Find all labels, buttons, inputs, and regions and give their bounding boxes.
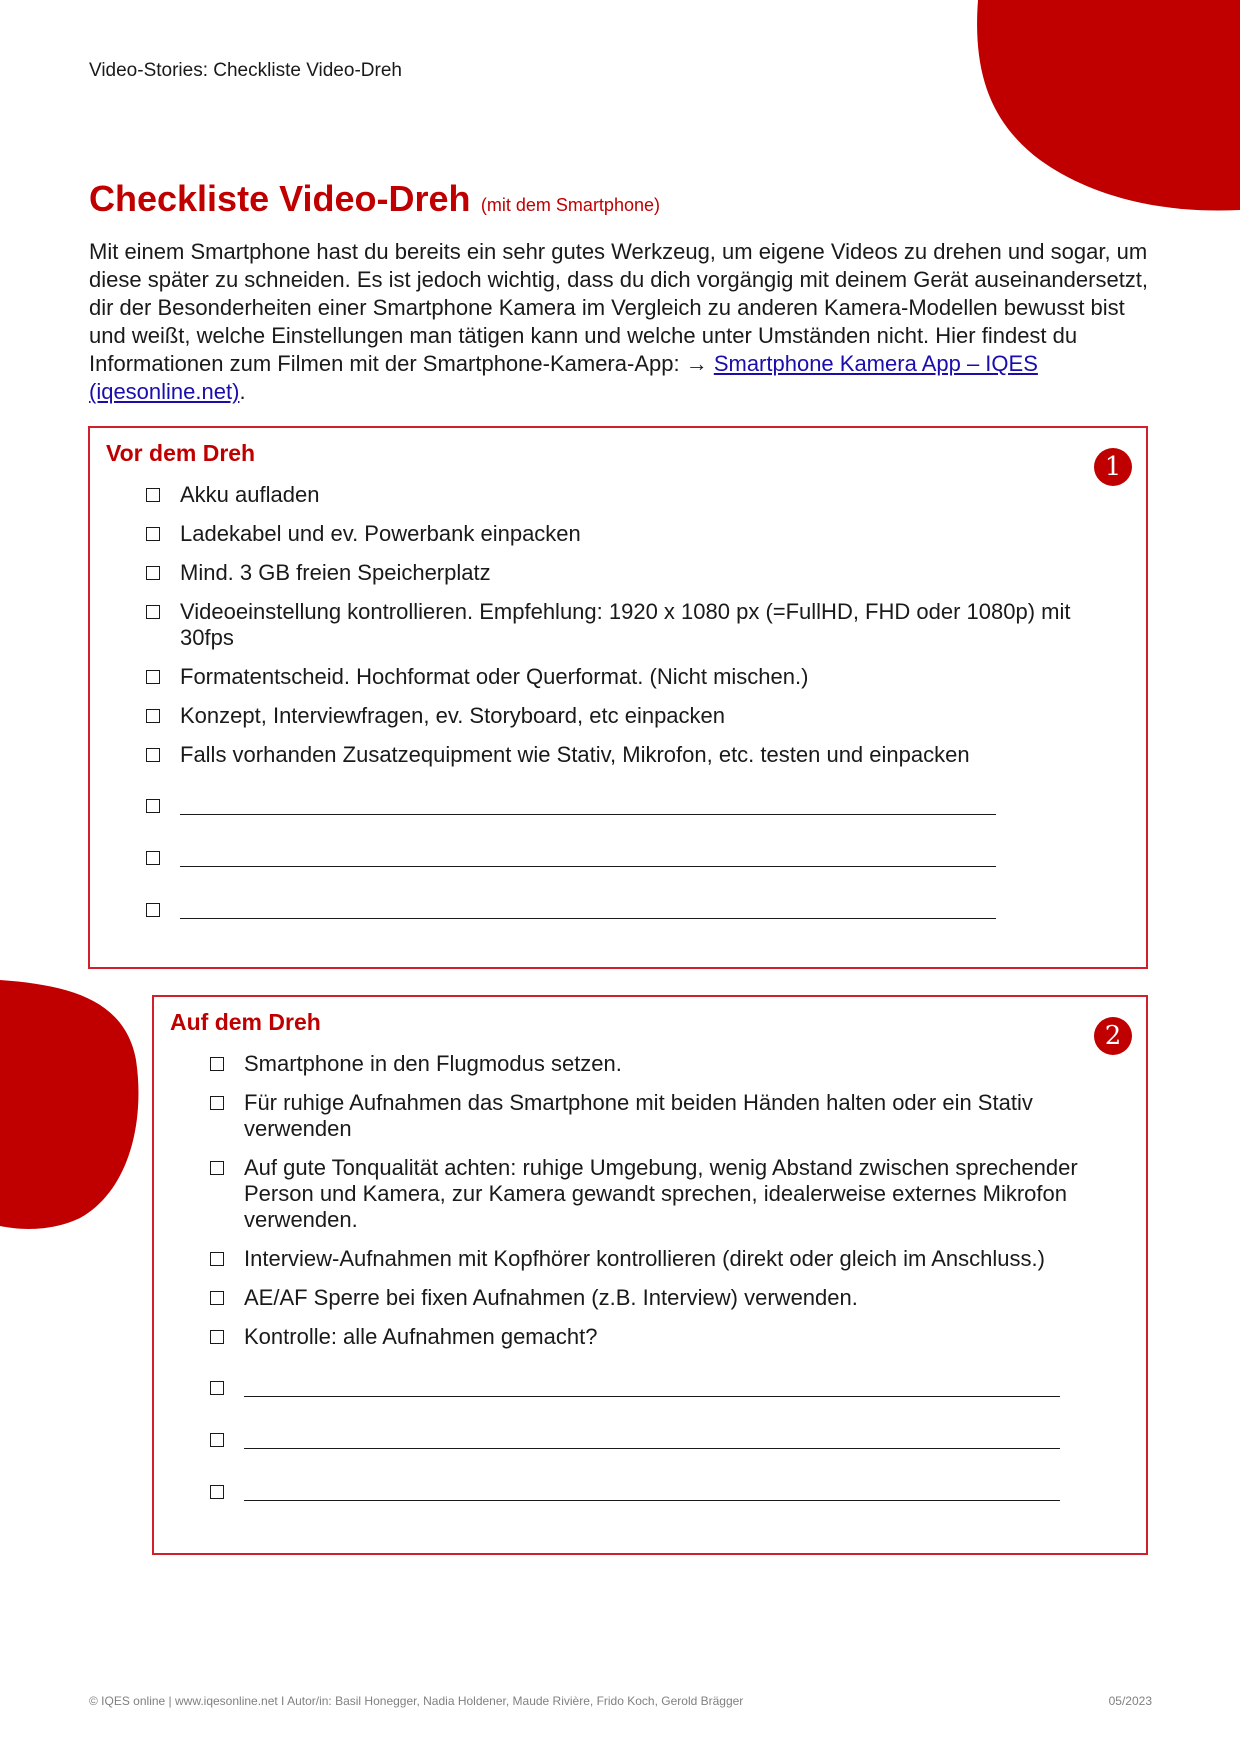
blank-checklist-item: [210, 1370, 1116, 1422]
checklist-item: [210, 1090, 1116, 1142]
decorative-red-blob-left: [0, 980, 140, 1230]
checkbox[interactable]: [146, 670, 160, 684]
checkbox[interactable]: [210, 1161, 224, 1175]
checkbox[interactable]: [146, 527, 160, 541]
checklist-item-text: Für ruhige Aufnahmen das Smartphone mit beiden Händen halten oder ein Stativ verwenden: [244, 1090, 1033, 1141]
checkbox[interactable]: [210, 1381, 224, 1395]
checklist-item-text: Akku aufladen: [180, 482, 320, 507]
checklist-item-text: Auf gute Tonqualität achten: ruhige Umgebung, wenig Abstand zwischen sprechender Person und Kamera, zur Kamera gewandt sprechen, idealerweise externes Mikrofon verwenden.: [244, 1155, 1078, 1232]
checkbox[interactable]: [210, 1330, 224, 1344]
checkbox[interactable]: [210, 1433, 224, 1447]
checklist-item: [146, 521, 1116, 547]
checklist-item-text: Ladekabel und ev. Powerbank einpacken: [180, 521, 581, 546]
checklist-item-text: Videoeinstellung kontrollieren. Empfehlung: 1920 x 1080 px (=FullHD, FHD oder 1080p) mit 30fps: [180, 599, 1071, 650]
checklist: [146, 482, 1116, 944]
checklist-item-text: Mind. 3 GB freien Speicherplatz: [180, 560, 491, 585]
section-title: Auf dem Dreh: [170, 1009, 321, 1035]
number-badge-icon: 1: [1094, 448, 1132, 486]
checklist-item-text: Kontrolle: alle Aufnahmen gemacht?: [244, 1324, 598, 1349]
checkbox[interactable]: [146, 903, 160, 917]
checklist-item-text: Formatentscheid. Hochformat oder Querformat. (Nicht mischen.): [180, 664, 809, 689]
intro-end: .: [239, 379, 246, 404]
checklist-item: [210, 1246, 1116, 1272]
section-auf-dem-dreh: [152, 995, 1148, 1555]
checkbox[interactable]: [146, 488, 160, 502]
blank-line-input[interactable]: [180, 892, 996, 919]
blank-checklist-item: [210, 1474, 1116, 1526]
checklist-item-text: Falls vorhanden Zusatzequipment wie Stativ, Mikrofon, etc. testen und einpacken: [180, 742, 970, 767]
checklist-item: [146, 742, 1116, 768]
checkbox[interactable]: [146, 851, 160, 865]
page-subtitle: (mit dem Smartphone): [480, 195, 660, 215]
checklist-item-text: Interview-Aufnahmen mit Kopfhörer kontrollieren (direkt oder gleich im Anschluss.): [244, 1246, 1045, 1271]
checkbox[interactable]: [146, 709, 160, 723]
checkbox[interactable]: [146, 748, 160, 762]
intro-paragraph: [89, 238, 1159, 406]
intro-text: Mit einem Smartphone hast du bereits ein sehr gutes Werkzeug, um eigene Videos zu drehen und sogar, um diese später zu schneiden. Es ist jedoch wichtig, dass du dich vorgängig mit deinem Gerät auseinandersetzt, dir der Besonderheiten einer Smartphone Kamera im Vergleich zu anderen Kamera-Modellen bewusst bist und weißt, welche Einstellungen man tätigen kann und welche unter Umständen nicht. Hier findest du Informationen zum Filmen mit der Smartphone-Kamera-App:: [89, 239, 1149, 376]
blank-checklist-item: [210, 1422, 1116, 1474]
blank-line-input[interactable]: [244, 1422, 1060, 1449]
checklist-item: [210, 1155, 1116, 1233]
checklist-item-text: Konzept, Interviewfragen, ev. Storyboard, etc einpacken: [180, 703, 726, 728]
checklist-item: [146, 664, 1116, 690]
checklist-item: [210, 1324, 1116, 1350]
checklist-item: [146, 482, 1116, 508]
checkbox[interactable]: [210, 1057, 224, 1071]
checklist-item: [146, 560, 1116, 586]
arrow-right-icon: →: [685, 351, 714, 376]
title-row: [89, 178, 660, 220]
blank-checklist-item: [146, 840, 1116, 892]
checklist-item: [146, 599, 1116, 651]
blank-line-input[interactable]: [244, 1474, 1060, 1501]
section-vor-dem-dreh: [88, 426, 1148, 969]
checkbox[interactable]: [210, 1096, 224, 1110]
checklist-item-text: Smartphone in den Flugmodus setzen.: [244, 1051, 622, 1076]
checklist-item: [210, 1051, 1116, 1077]
checklist-item-text: AE/AF Sperre bei fixen Aufnahmen (z.B. Interview) verwenden.: [244, 1285, 858, 1310]
page-title: Checkliste Video-Dreh: [89, 178, 471, 219]
blank-line-input[interactable]: [180, 840, 996, 867]
checkbox[interactable]: [210, 1485, 224, 1499]
checklist: [210, 1051, 1116, 1526]
blank-line-input[interactable]: [180, 788, 996, 815]
checkbox[interactable]: [146, 566, 160, 580]
checklist-item: [146, 703, 1116, 729]
running-header: Video-Stories: Checkliste Video-Dreh: [89, 60, 402, 81]
decorative-red-blob-top: [960, 0, 1240, 215]
checkbox[interactable]: [210, 1291, 224, 1305]
footer-credits: © IQES online | www.iqesonline.net I Autor/in: Basil Honegger, Nadia Holdener, Maude Rivière, Frido Koch, Gerold Brägger: [89, 1694, 744, 1708]
smartphone-kamera-app-link[interactable]: Smartphone Kamera App – IQES (iqesonline.net): [89, 351, 1038, 404]
section-title: Vor dem Dreh: [106, 440, 256, 466]
checklist-item: [210, 1285, 1116, 1311]
blank-checklist-item: [146, 788, 1116, 840]
blank-checklist-item: [146, 892, 1116, 944]
checkbox[interactable]: [146, 799, 160, 813]
checkbox[interactable]: [210, 1252, 224, 1266]
number-badge-icon: 2: [1094, 1017, 1132, 1055]
checkbox[interactable]: [146, 605, 160, 619]
footer-date: 05/2023: [1108, 1694, 1152, 1708]
blank-line-input[interactable]: [244, 1370, 1060, 1397]
